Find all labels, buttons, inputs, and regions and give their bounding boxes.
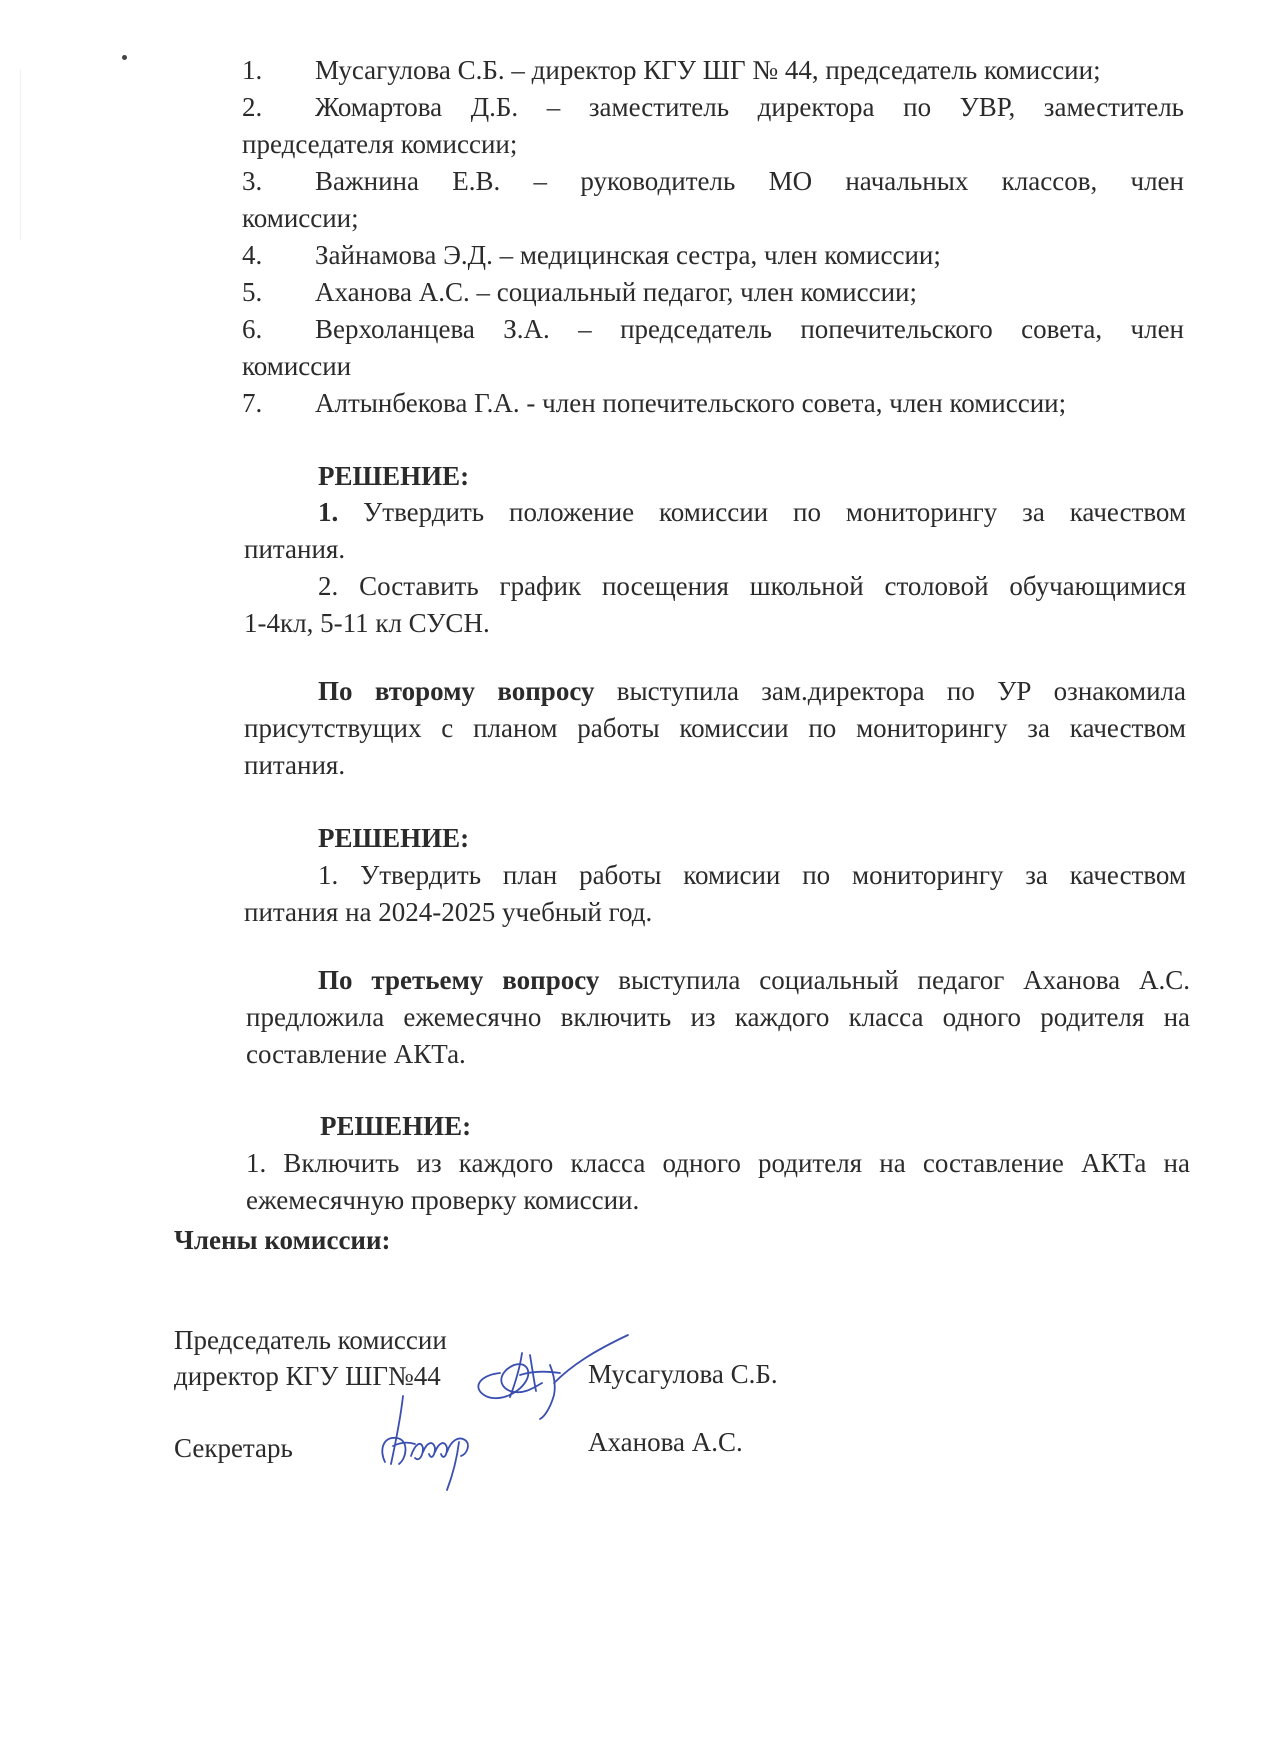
question-text-line: предложила ежемесячно включить из каждого класса одного родителя на — [246, 1002, 1190, 1032]
members-heading: Члены комиссии: — [174, 1225, 391, 1255]
secretary-title: Секретарь — [174, 1433, 293, 1463]
decision-item: 1. Включить из каждого класса одного родителя на составление АКТа на — [246, 1148, 1190, 1178]
list-item — [242, 311, 1184, 347]
chair-title-line2: директор КГУ ШГ№44 — [174, 1361, 441, 1391]
list-text: Алтынбекова Г.А. - член попечительского совета, член комиссии; — [315, 388, 1067, 418]
question-lead: По второму вопросу — [318, 676, 595, 706]
decision-item: 1. Утвердить план работы комисии по мониторингу за качеством — [318, 860, 1186, 890]
list-item — [242, 52, 1101, 88]
decision-text: Утвердить положение комиссии по мониторингу за качеством — [363, 497, 1186, 527]
decision-text-continuation: 1-4кл, 5-11 кл СУСН. — [244, 608, 490, 638]
decision-heading: РЕШЕНИЕ: — [320, 1111, 472, 1141]
list-item-continuation: комиссии; — [242, 203, 359, 233]
secretary-name: Аханова А.С. — [588, 1427, 743, 1457]
decision-text-continuation: питания на 2024-2025 учебный год. — [244, 897, 653, 927]
list-item — [242, 385, 1066, 421]
list-item-continuation: председателя комиссии; — [242, 129, 518, 159]
question-text-line: составление АКТа. — [246, 1039, 466, 1069]
list-item — [242, 274, 917, 310]
list-item — [242, 237, 941, 273]
list-text: Зайнамова Э.Д. – медицинская сестра, член комиссии; — [315, 240, 941, 270]
list-number: 3. — [242, 166, 263, 196]
list-text: Аханова А.С. – социальный педагог, член комиссии; — [315, 277, 917, 307]
secretary-signature-icon — [375, 1392, 485, 1492]
decision-item: 2. Составить график посещения школьной столовой обучающимися — [318, 571, 1186, 601]
chair-title-line1: Председатель комиссии — [174, 1325, 447, 1355]
decision-heading: РЕШЕНИЕ: — [318, 461, 470, 491]
question-lead: По третьему вопросу — [318, 965, 600, 995]
list-text: Важнина Е.В. – руководитель МО начальных классов, член — [315, 166, 1184, 196]
list-item-continuation: комиссии — [242, 351, 352, 381]
list-text: Мусагулова С.Б. – директор КГУ ШГ № 44, председатель комиссии; — [315, 55, 1101, 85]
chair-name: Мусагулова С.Б. — [588, 1359, 778, 1389]
question-paragraph — [318, 962, 1190, 998]
list-number: 6. — [242, 314, 263, 344]
list-item — [242, 89, 1184, 125]
list-number: 5. — [242, 277, 263, 307]
decision-item — [318, 494, 1186, 530]
list-text: Жомартова Д.Б. – заместитель директора по УВР, заместитель — [315, 92, 1184, 122]
list-item — [242, 163, 1184, 199]
decision-heading: РЕШЕНИЕ: — [318, 823, 470, 853]
question-text-line: присутствущих с планом работы комиссии по мониторингу за качеством — [244, 713, 1186, 743]
decision-number: 1. — [318, 497, 339, 527]
scan-artifact — [20, 70, 141, 240]
question-paragraph — [318, 673, 1186, 709]
list-number: 7. — [242, 388, 263, 418]
chair-signature-icon — [470, 1325, 630, 1425]
list-text: Верхоланцева З.А. – председатель попечительского совета, член — [315, 314, 1184, 344]
question-text-line: питания. — [244, 750, 346, 780]
decision-text-continuation: ежемесячную проверку комиссии. — [246, 1185, 640, 1215]
list-number: 2. — [242, 92, 263, 122]
question-text: выступила зам.директора по УР ознакомила — [594, 676, 1186, 706]
scan-speck — [122, 55, 127, 60]
question-text: выступила социальный педагог Аханова А.С. — [599, 965, 1190, 995]
list-number: 4. — [242, 240, 263, 270]
list-number: 1. — [242, 55, 263, 85]
decision-text-continuation: питания. — [244, 534, 346, 564]
